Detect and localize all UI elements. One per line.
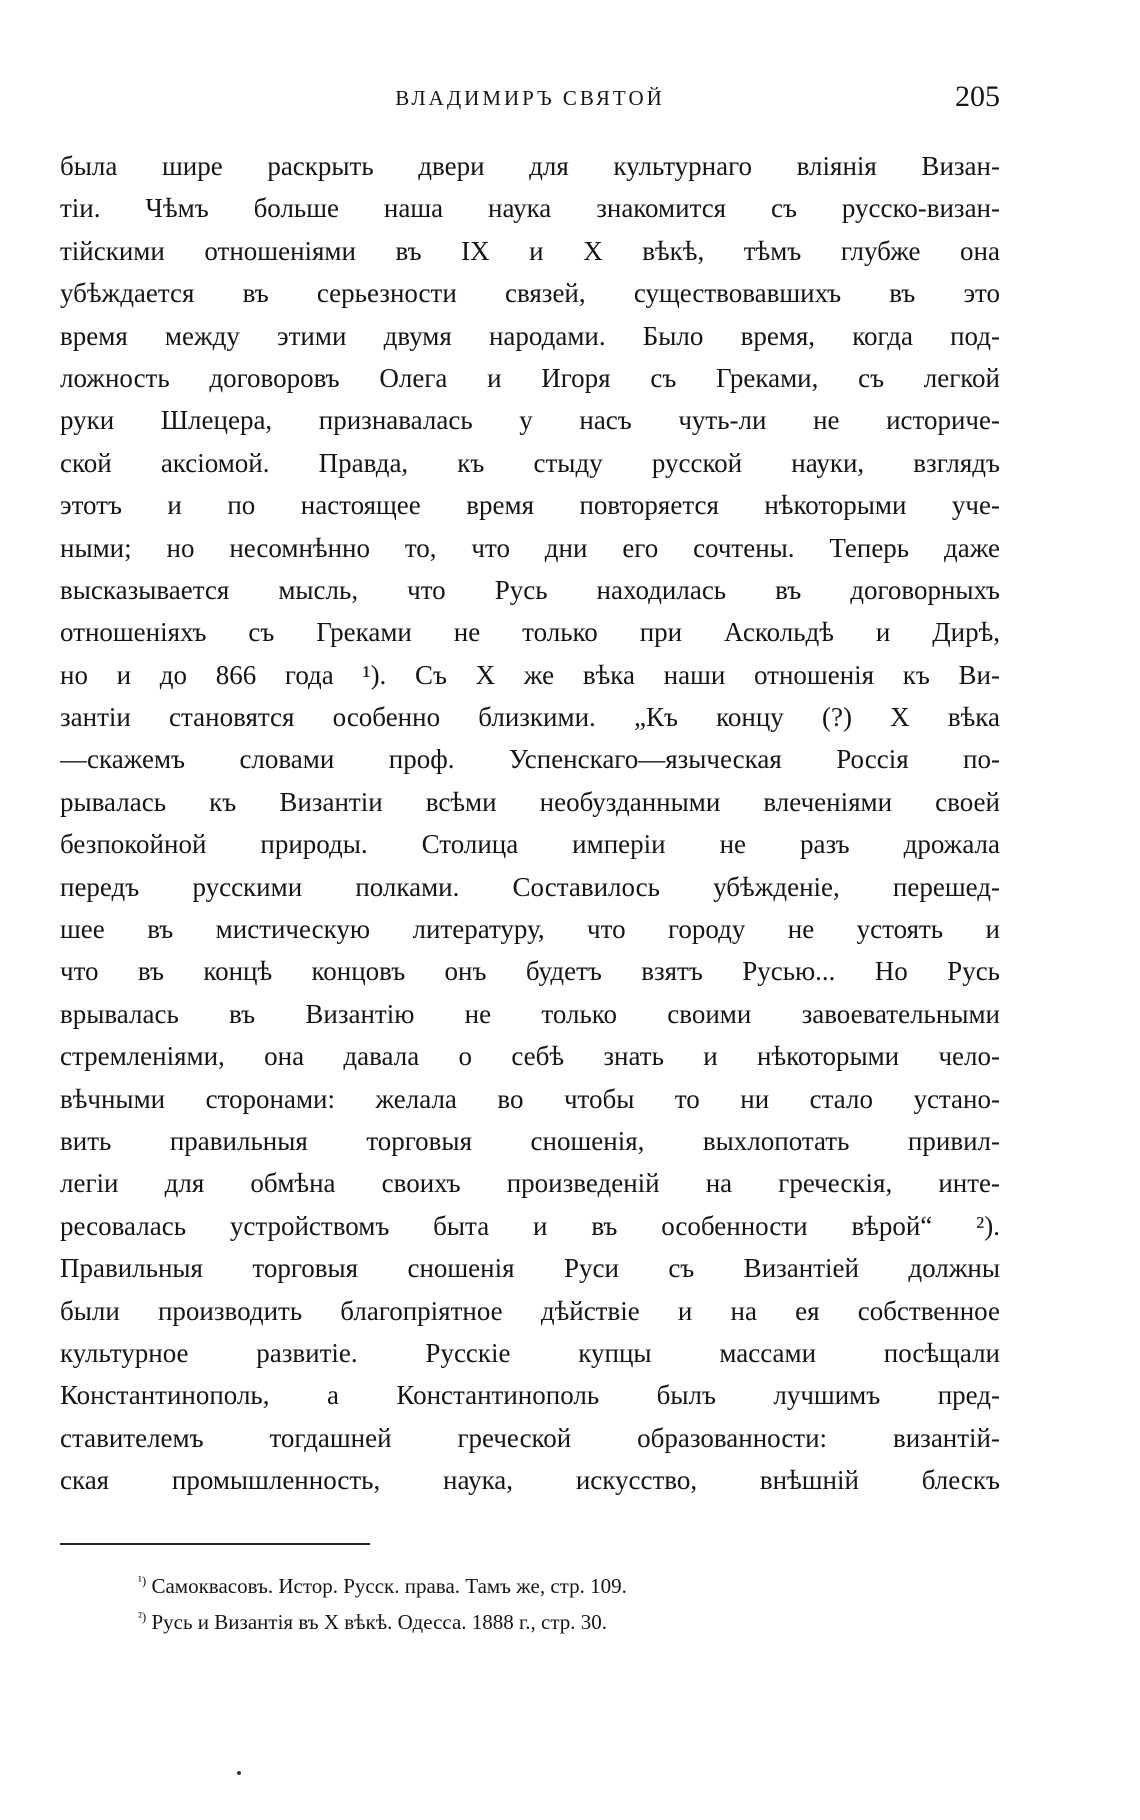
running-head (60, 80, 1000, 120)
text-line: убѣждается въ серьезности связей, существовавшихъ въ это (60, 278, 1000, 309)
text-line: руки Шлецера, признавалась у насъ чуть-ли не историче- (60, 405, 1000, 436)
text-line: ская промышленность, наука, искусство, внѣшній блескъ (60, 1465, 1000, 1496)
footnote-2 (138, 1604, 838, 1640)
text-line: вить правильныя торговыя сношенія, выхлопотать привил- (60, 1125, 1000, 1156)
text-line: —скажемъ словами проф. Успенскаго—языческая Россія по- (60, 744, 1000, 775)
running-title: ВЛАДИМИРЪ СВЯТОЙ (395, 86, 665, 110)
text-line: Константинополь, а Константинополь былъ лучшимъ пред- (60, 1380, 1000, 1411)
text-line: передъ русскими полками. Составилось убѣжденіе, перешед- (60, 871, 1000, 902)
text-line: рывалась къ Византіи всѣми необузданными влеченіями своей (60, 786, 1000, 817)
text-line: ресовалась устройствомъ быта и въ особенности вѣрой“ ²). (60, 1210, 1000, 1241)
text-line: ставителемъ тогдашней греческой образованности: византій- (60, 1422, 1000, 1453)
text-line: безпокойной природы. Столица имперіи не разъ дрожала (60, 829, 1000, 860)
text-line: культурное развитіе. Русскіе купцы массами посѣщали (60, 1337, 1000, 1368)
text-line: зантіи становятся особенно близкими. „Къ концу (?) X вѣка (60, 702, 1000, 733)
footnote-text: Самоквасовъ. Истор. Русск. права. Тамъ же, стр. 109. (146, 1574, 627, 1598)
text-line: вѣчными сторонами: желала во чтобы то ни стало устано- (60, 1083, 1000, 1114)
footnote-1 (138, 1568, 838, 1604)
text-line: легіи для обмѣна своихъ произведеній на греческія, инте- (60, 1168, 1000, 1199)
text-line: Правильныя торговыя сношенія Руси съ Византіей должны (60, 1253, 1000, 1284)
text-line: время между этими двумя народами. Было время, когда под- (60, 320, 1000, 351)
text-line: были производить благопріятное дѣйствіе и на ея собственное (60, 1295, 1000, 1326)
text-line: была шире раскрыть двери для культурнаго вліянія Визан- (60, 151, 1000, 181)
text-line: что въ концѣ концовъ онъ будетъ взятъ Русью... Но Русь (60, 956, 1000, 987)
page-number: 205 (955, 80, 1000, 113)
text-line: врывалась въ Византію не только своими завоевательными (60, 998, 1000, 1029)
text-line: отношеніяхъ съ Греками не только при Аскольдѣ и Дирѣ, (60, 617, 1000, 648)
footnotes (138, 1568, 838, 1640)
footnote-mark: ²) (138, 1609, 147, 1624)
text-line: тіи. Чѣмъ больше наша наука знакомится съ русско-визан- (60, 193, 1000, 224)
text-line: стремленіями, она давала о себѣ знать и нѣкоторыми чело- (60, 1041, 1000, 1072)
text-line: ской аксіомой. Правда, къ стыду русской науки, взглядъ (60, 447, 1000, 478)
text-line: тійскими отношеніями въ IX и X вѣкѣ, тѣмъ глубже она (60, 235, 1000, 266)
text-line: шее въ мистическую литературу, что городу не устоять и (60, 914, 1000, 945)
footnote-mark: ¹) (138, 1573, 147, 1588)
footnote-divider (60, 1543, 370, 1545)
body-text (60, 145, 1000, 1502)
text-line: ложность договоровъ Олега и Игоря съ Греками, съ легкой (60, 362, 1000, 393)
text-line: этотъ и по настоящее время повторяется нѣкоторыми уче- (60, 490, 1000, 521)
text-line: ными; но несомнѣнно то, что дни его сочтены. Теперь даже (60, 532, 1000, 563)
text-line: высказывается мысль, что Русь находилась въ договорныхъ (60, 574, 1000, 605)
footnote-text: Русь и Византія въ X вѣкѣ. Одесса. 1888 г., стр. 30. (146, 1610, 608, 1634)
text-line: но и до 866 года ¹). Съ X же вѣка наши отношенія къ Ви- (60, 659, 1000, 690)
print-speck (237, 1771, 241, 1775)
